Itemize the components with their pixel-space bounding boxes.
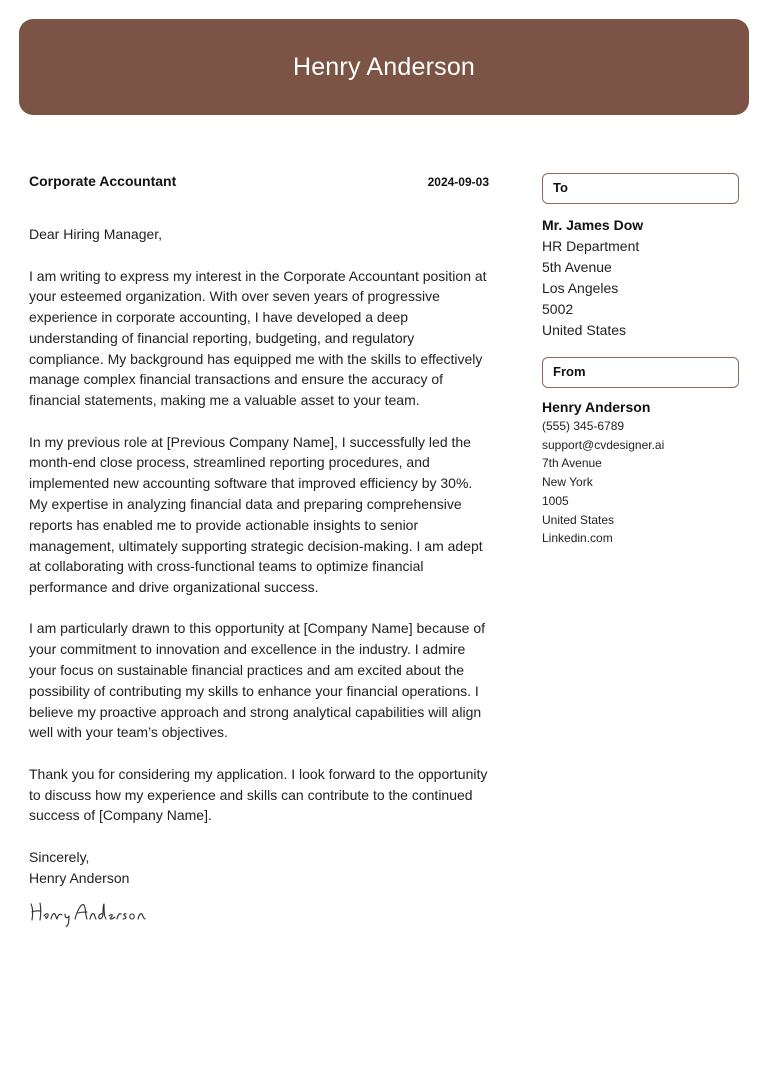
title-row (29, 173, 489, 191)
header-banner (19, 19, 749, 115)
recipient-street: 5th Avenue (542, 259, 612, 275)
recipient-country: United States (542, 322, 627, 338)
sender-street: 7th Avenue (542, 456, 602, 471)
recipient-city: Los Angeles (542, 280, 619, 296)
closing-name: Henry Anderson (29, 870, 130, 887)
sender-block (542, 357, 739, 548)
paragraph-3: I am particularly drawn to this opportunity at [Company Name] because of your commitment to innovation and excellence in the industry. I admire your focus on sustainable financial practices and am excited about the possibility of contributing my skills to enhance your financial operations. I believe my proactive approach and strong analytical capabilities will align well with your team’s objectives. (29, 620, 485, 741)
recipient-block (542, 173, 739, 341)
recipient-name: Mr. James Dow (542, 217, 644, 233)
sender-postcode: 1005 (542, 493, 569, 508)
closing (29, 847, 489, 889)
letter-date: 2024-09-03 (427, 175, 489, 189)
recipient-postcode: 5002 (542, 301, 574, 317)
to-label: To (542, 173, 739, 204)
recipient-department: HR Department (542, 238, 640, 254)
sender-country: United States (542, 512, 615, 527)
paragraph-1: I am writing to express my interest in the Corporate Accountant position at your esteemed organization. With over seven years of progressive experience in corporate accounting, I have developed a deep understanding of financial reporting, budgeting, and regulatory compliance. My background has equipped me with the skills to effectively manage complex financial transactions and ensure the accuracy of financial statements, making me a valuable asset to your team. (29, 267, 487, 409)
sender-phone: (555) 345-6789 (542, 419, 625, 433)
closing-salutation: Sincerely, (29, 849, 90, 866)
letter-body (29, 173, 489, 928)
sender-email: support@cvdesigner.ai (542, 437, 665, 452)
job-title: Corporate Accountant (29, 173, 177, 189)
from-label: From (542, 357, 739, 388)
paragraph-2: In my previous role at [Previous Company Name], I successfully led the month-end close process, streamlined reporting procedures, and implemented new accounting software that improved efficiency by 30%. My expertise in analyzing financial data and preparing comprehensive reports has enabled me to provide actionable insights to senior management, ultimately supporting strategic decision-making. I am adept at collaborating with cross-functional teams to optimize financial performance and drive organizational success. (29, 433, 483, 596)
sender-name: Henry Anderson (542, 399, 651, 415)
greeting: Dear Hiring Manager, (29, 226, 163, 242)
sender-linkedin: Linkedin.com (542, 531, 613, 546)
handwritten-signature (29, 896, 489, 928)
signature-drawing (29, 896, 159, 928)
sender-city: New York (542, 475, 593, 490)
paragraph-4: Thank you for considering my application. I look forward to the opportunity to discuss how my experience and skills can contribute to the continued success of [Company Name]. (29, 765, 488, 824)
applicant-name: Henry Anderson (292, 52, 476, 81)
